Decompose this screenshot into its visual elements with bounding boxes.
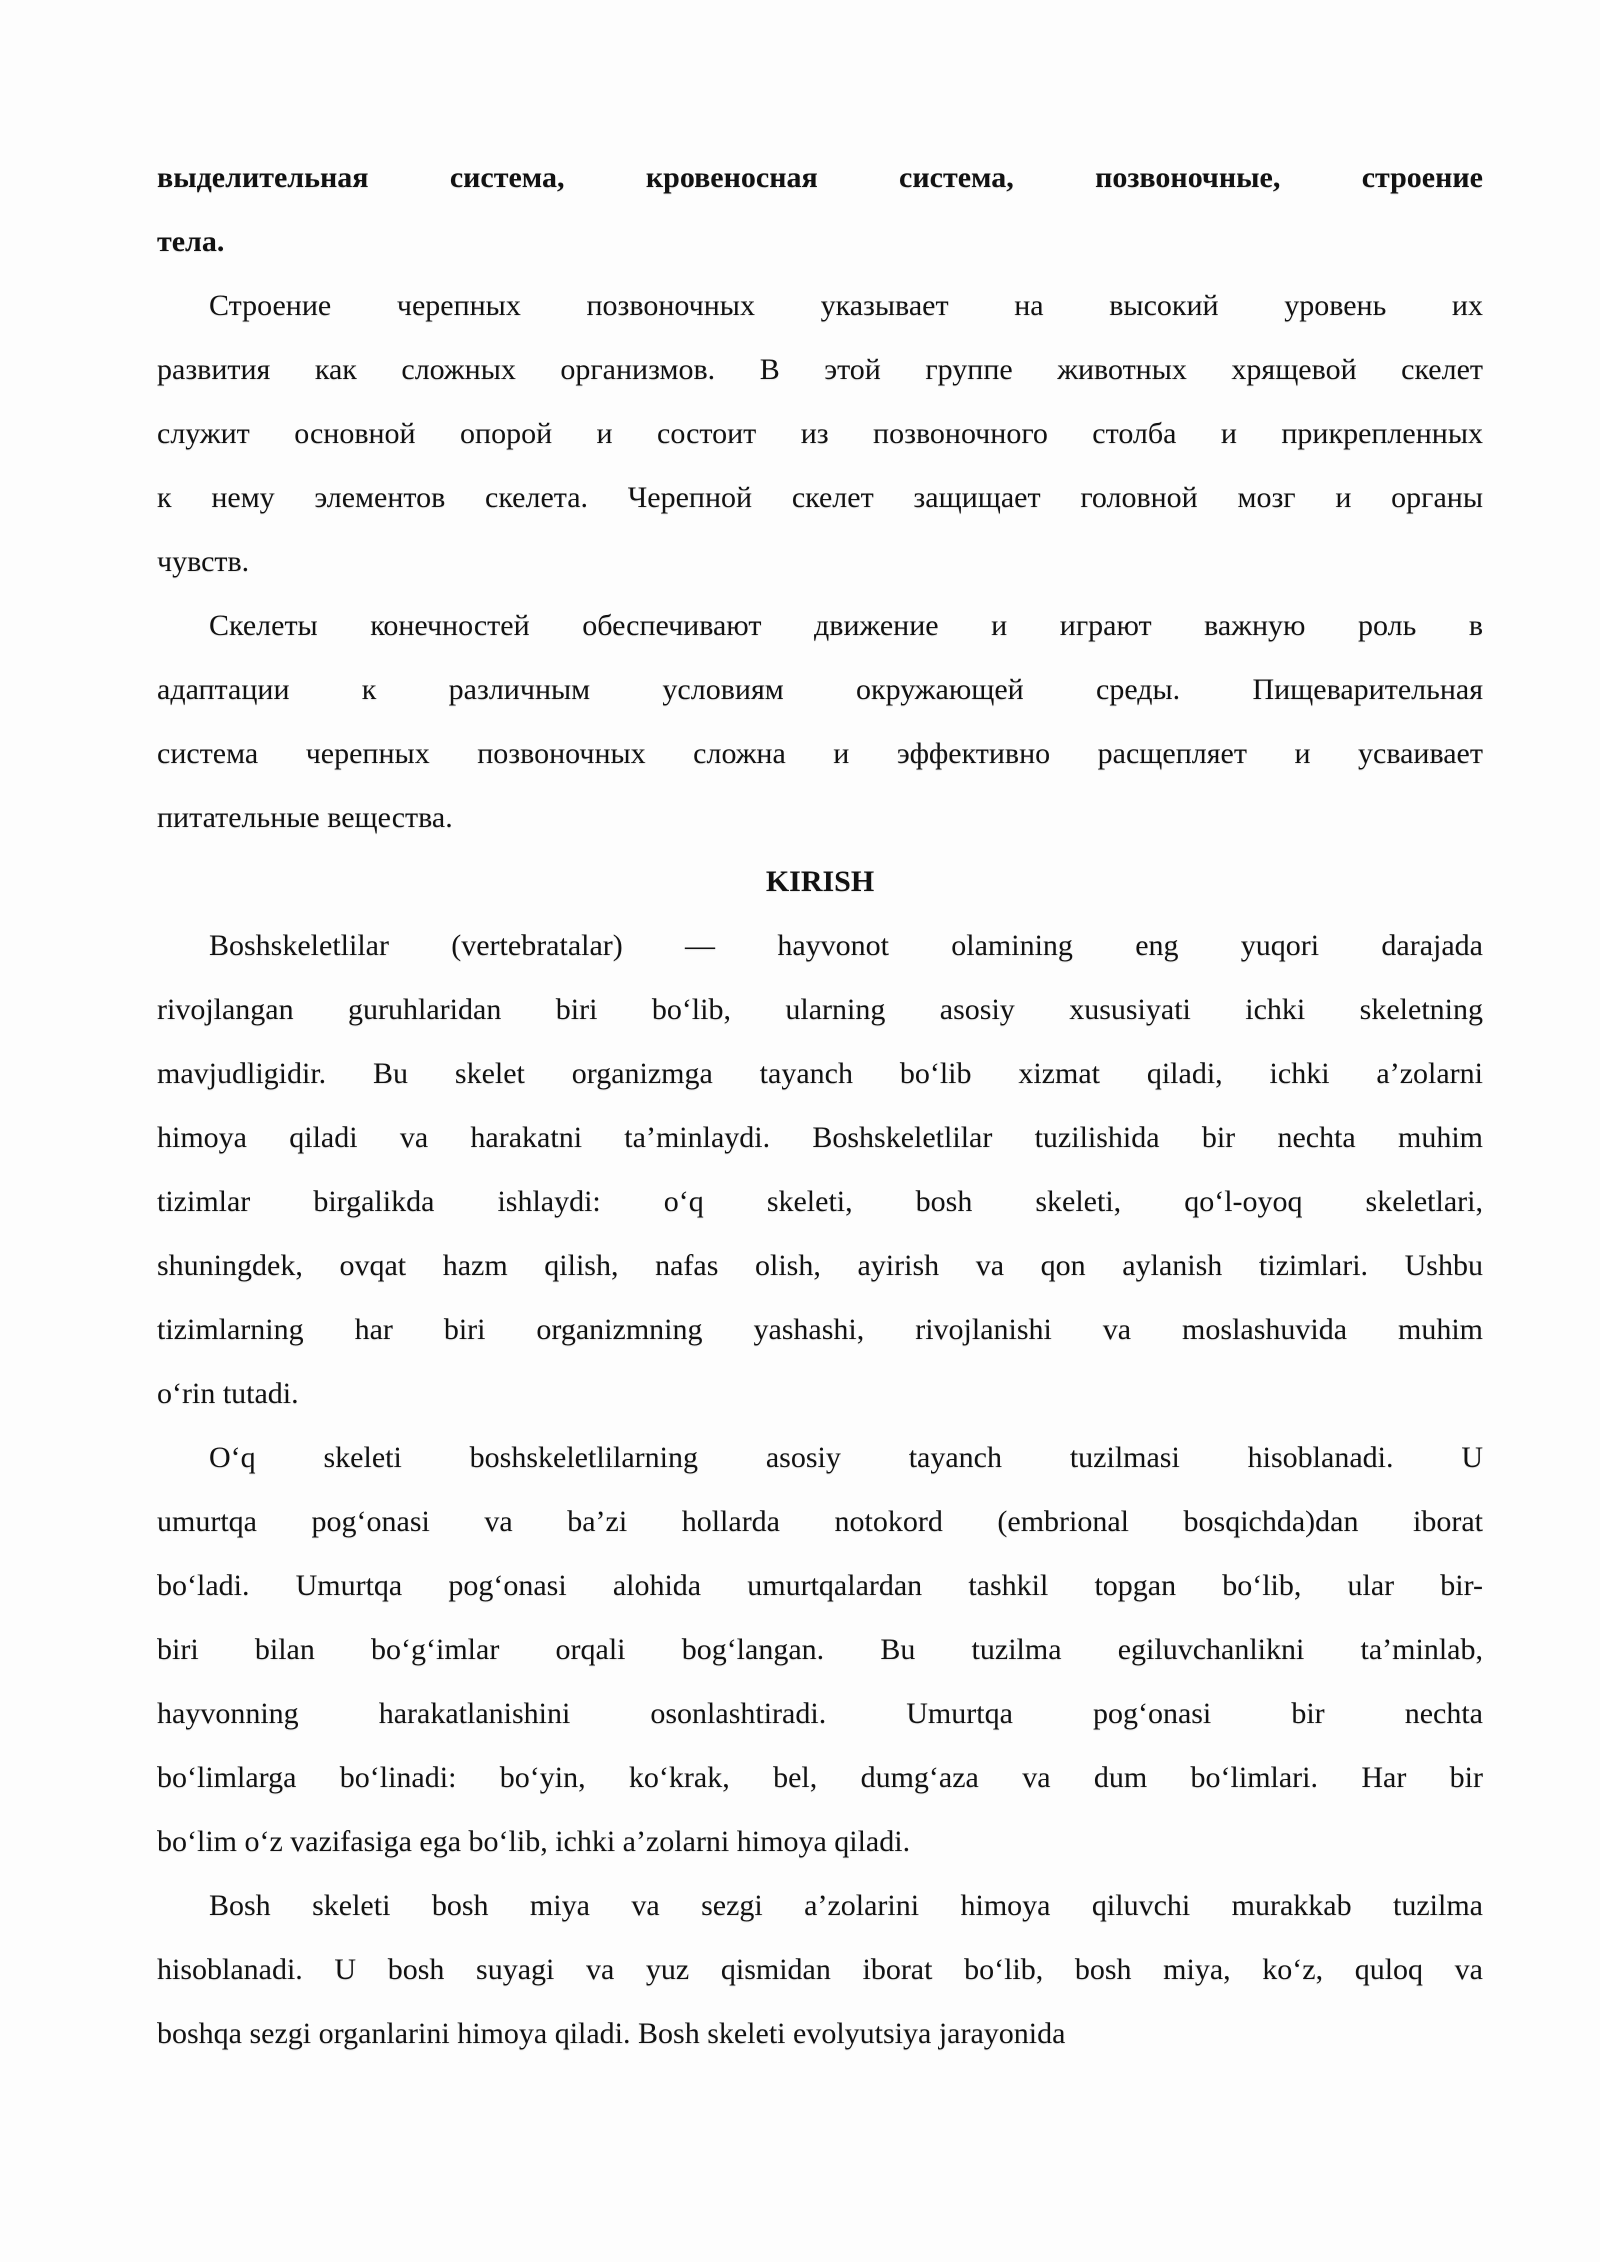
text-line: Boshskeletlilar (vertebratalar) — hayvonot olamining eng yuqori darajada: [209, 929, 1483, 962]
text-line: shuningdek, ovqat hazm qilish, nafas olish, ayirish va qon aylanish tizimlari. Ushbu: [157, 1249, 1483, 1282]
paragraph: [157, 274, 1483, 594]
text-line: развития как сложных организмов. В этой группе животных хрящевой скелет: [157, 353, 1483, 386]
text-line: питательные вещества.: [157, 801, 453, 834]
text-line: tizimlarning har biri organizmning yashashi, rivojlanishi va moslashuvida muhim: [157, 1313, 1483, 1346]
text-line: тела.: [157, 225, 225, 258]
text-line: адаптации к различным условиям окружающей среды. Пищеварительная: [157, 673, 1483, 706]
paragraph: [157, 594, 1483, 850]
section-heading: KIRISH: [765, 865, 875, 898]
paragraph: [157, 146, 1483, 274]
text-line: hayvonning harakatlanishini osonlashtiradi. Umurtqa pog‘onasi bir nechta: [157, 1697, 1483, 1730]
text-line: rivojlangan guruhlaridan biri bo‘lib, ularning asosiy xususiyati ichki skeletning: [157, 993, 1483, 1026]
text-line: umurtqa pog‘onasi va ba’zi hollarda notokord (embrional bosqichda)dan iborat: [157, 1505, 1483, 1538]
paragraph: [157, 1426, 1483, 1874]
text-line: система черепных позвоночных сложна и эффективно расщепляет и усваивает: [157, 737, 1483, 770]
text-line: к нему элементов скелета. Черепной скелет защищает головной мозг и органы: [157, 481, 1483, 514]
text-line: Скелеты конечностей обеспечивают движение и играют важную роль в: [209, 609, 1483, 642]
text-line: служит основной опорой и состоит из позвоночного столба и прикрепленных: [157, 417, 1483, 450]
text-line: himoya qiladi va harakatni ta’minlaydi. Boshskeletlilar tuzilishida bir nechta muhim: [157, 1121, 1483, 1154]
text-line: выделительная система, кровеносная система, позвоночные, строение: [157, 161, 1483, 194]
text-line: o‘rin tutadi.: [157, 1377, 299, 1410]
paragraph: [157, 914, 1483, 1426]
text-line: boshqa sezgi organlarini himoya qiladi. Bosh skeleti evolyutsiya jarayonida: [157, 2017, 1066, 2050]
text-line: hisoblanadi. U bosh suyagi va yuz qismidan iborat bo‘lib, bosh miya, ko‘z, quloq va: [157, 1953, 1483, 1986]
text-line: bo‘lim o‘z vazifasiga ega bo‘lib, ichki a’zolarni himoya qiladi.: [157, 1825, 911, 1858]
text-line: Bosh skeleti bosh miya va sezgi a’zolarini himoya qiluvchi murakkab tuzilma: [209, 1889, 1483, 1922]
paragraph: [157, 1874, 1483, 2066]
text-line: bo‘ladi. Umurtqa pog‘onasi alohida umurtqalardan tashkil topgan bo‘lib, ular bir-: [157, 1569, 1483, 1602]
text-line: biri bilan bo‘g‘imlar orqali bog‘langan. Bu tuzilma egiluvchanlikni ta’minlab,: [157, 1633, 1483, 1666]
text-line: O‘q skeleti boshskeletlilarning asosiy tayanch tuzilmasi hisoblanadi. U: [209, 1441, 1483, 1474]
text-line: bo‘limlarga bo‘linadi: bo‘yin, ko‘krak, bel, dumg‘aza va dum bo‘limlari. Har bir: [157, 1761, 1483, 1794]
text-line: чувств.: [157, 545, 250, 578]
text-line: Строение черепных позвоночных указывает на высокий уровень их: [209, 289, 1483, 322]
document-content: [157, 146, 1483, 2066]
text-line: mavjudligidir. Bu skelet organizmga tayanch bo‘lib xizmat qiladi, ichki a’zolarni: [157, 1057, 1483, 1090]
text-line: tizimlar birgalikda ishlaydi: o‘q skeleti, bosh skeleti, qo‘l-oyoq skeletlari,: [157, 1185, 1483, 1218]
